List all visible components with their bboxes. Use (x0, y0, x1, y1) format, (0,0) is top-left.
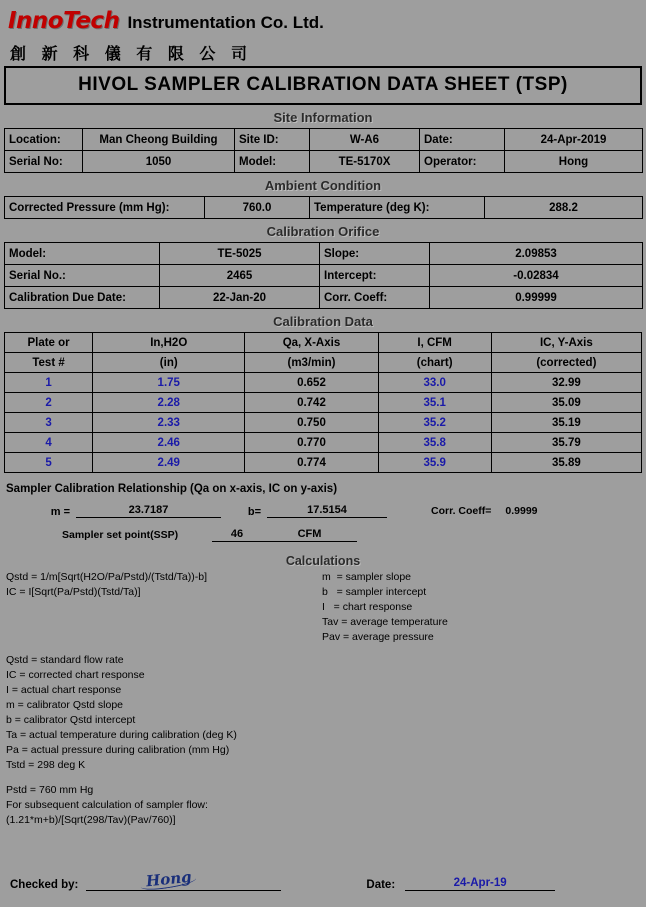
definition-pa: Pa = actual pressure during calibration (mm Hg) (6, 744, 230, 756)
table-row (5, 151, 643, 173)
site-id-label: Site ID: (235, 129, 310, 151)
orifice-intercept-value: -0.02834 (430, 265, 643, 287)
definition-ta: Ta = actual temperature during calibration (deg K) (6, 729, 237, 741)
table-row (5, 129, 643, 151)
table-row (5, 413, 642, 433)
model-label: Model: (235, 151, 310, 173)
corr-coeff-label: Corr. Coeff= (431, 505, 492, 517)
row-inh2o: 2.33 (93, 413, 245, 433)
ssp-value: 46 (212, 528, 262, 542)
signature-mark: Hong (145, 867, 193, 891)
b-label: b= (247, 506, 261, 518)
row-qa: 0.770 (245, 433, 378, 453)
row-ic: 35.19 (491, 413, 641, 433)
row-inh2o: 1.75 (93, 373, 245, 393)
date-label: Date: (420, 129, 505, 151)
corrected-pressure-value: 760.0 (205, 197, 310, 219)
row-i: 33.0 (378, 373, 491, 393)
row-ic: 35.89 (491, 453, 641, 473)
table-row (5, 393, 642, 413)
company-name-chinese: 創 新 科 儀 有 限 公 司 (10, 44, 252, 63)
definition-tstd: Tstd = 298 deg K (6, 759, 86, 771)
table-header-row-bottom (5, 353, 642, 373)
row-inh2o: 2.28 (93, 393, 245, 413)
row-i: 35.1 (378, 393, 491, 413)
row-qa: 0.750 (245, 413, 378, 433)
legend-tav: Tav = average temperature (322, 616, 448, 628)
header-unit-chart: (chart) (378, 353, 491, 373)
corrected-pressure-label: Corrected Pressure (mm Hg): (5, 197, 205, 219)
sheet-title: HIVOL SAMPLER CALIBRATION DATA SHEET (TSP) (78, 74, 568, 95)
orifice-serial-value: 2465 (160, 265, 320, 287)
temperature-value: 288.2 (485, 197, 643, 219)
location-value: Man Cheong Building (83, 129, 235, 151)
m-label: m = (50, 506, 70, 518)
section-heading-calibration-orifice: Calibration Orifice (266, 224, 380, 239)
row-plate: 1 (5, 373, 93, 393)
legend-b: b = sampler intercept (322, 586, 427, 598)
operator-value: Hong (505, 151, 643, 173)
b-value: 17.5154 (267, 504, 387, 518)
header-unit-corrected: (corrected) (491, 353, 641, 373)
definition-b: b = calibrator Qstd intercept (6, 714, 136, 726)
formula-ic: IC = I[Sqrt(Pa/Pstd)(Tstd/Ta)] (6, 586, 141, 598)
orifice-model-label: Model: (5, 243, 160, 265)
header-test-number: Test # (5, 353, 93, 373)
header-ic-y-axis: IC, Y-Axis (491, 333, 641, 353)
legend-i: I = chart response (322, 601, 413, 613)
row-i: 35.8 (378, 433, 491, 453)
calibration-orifice-table (4, 242, 643, 309)
orifice-due-date-label: Calibration Due Date: (5, 287, 160, 309)
footer-signature-block (0, 867, 646, 891)
relationship-row-setpoint (6, 528, 640, 542)
definition-qstd: Qstd = standard flow rate (6, 654, 124, 666)
m-value: 23.7187 (76, 504, 221, 518)
orifice-serial-label: Serial No.: (5, 265, 160, 287)
definition-subsequent-note: For subsequent calculation of sampler flow: (6, 799, 208, 811)
definitions-block (6, 653, 640, 828)
row-inh2o: 2.49 (93, 453, 245, 473)
relationship-title: Sampler Calibration Relationship (Qa on x-axis, IC on y-axis) (6, 483, 338, 495)
row-plate: 3 (5, 413, 93, 433)
legend-pav: Pav = average pressure (322, 631, 434, 643)
section-heading-ambient-condition: Ambient Condition (264, 178, 382, 193)
orifice-model-value: TE-5025 (160, 243, 320, 265)
header-unit-in: (in) (93, 353, 245, 373)
row-qa: 0.742 (245, 393, 378, 413)
ambient-condition-table (4, 196, 643, 219)
model-value: TE-5170X (310, 151, 420, 173)
footer-date-label: Date: (366, 879, 396, 891)
signature-row (6, 867, 640, 891)
definition-m: m = calibrator Qstd slope (6, 699, 124, 711)
row-i: 35.2 (378, 413, 491, 433)
definition-i: I = actual chart response (6, 684, 122, 696)
calibration-data-table (4, 332, 642, 473)
corr-coeff-value: 0.9999 (505, 505, 538, 517)
date-value: 24-Apr-2019 (505, 129, 643, 151)
innotech-logo: InnoTech (8, 8, 120, 34)
row-i: 35.9 (378, 453, 491, 473)
footer-date-value: 24-Apr-19 (405, 877, 555, 891)
orifice-corr-coeff-label: Corr. Coeff: (320, 287, 430, 309)
calculations-legend (306, 570, 640, 645)
row-ic: 32.99 (491, 373, 641, 393)
checked-by-label: Checked by: (10, 879, 79, 891)
table-row (5, 243, 643, 265)
definition-spacer (6, 773, 640, 783)
definition-subsequent-formula: (1.21*m+b)/[Sqrt(298/Tav)(Pav/760)] (6, 814, 176, 826)
row-ic: 35.79 (491, 433, 641, 453)
orifice-slope-label: Slope: (320, 243, 430, 265)
location-label: Location: (5, 129, 83, 151)
header-i-cfm: I, CFM (378, 333, 491, 353)
formula-qstd: Qstd = 1/m[Sqrt(H2O/Pa/Pstd)/(Tstd/Ta))-b] (6, 571, 208, 583)
serial-no-value: 1050 (83, 151, 235, 173)
row-ic: 35.09 (491, 393, 641, 413)
company-name: Instrumentation Co. Ltd. (127, 13, 324, 32)
orifice-slope-value: 2.09853 (430, 243, 643, 265)
row-inh2o: 2.46 (93, 433, 245, 453)
site-information-table (4, 128, 643, 173)
section-heading-calculations: Calculations (285, 554, 361, 568)
orifice-due-date-value: 22-Jan-20 (160, 287, 320, 309)
header-in-h2o: In,H2O (93, 333, 245, 353)
brand-header (0, 0, 646, 62)
row-qa: 0.652 (245, 373, 378, 393)
sampler-calibration-relationship (6, 483, 640, 542)
section-heading-site-information: Site Information (273, 110, 373, 125)
table-row (5, 265, 643, 287)
site-id-value: W-A6 (310, 129, 420, 151)
calculations-formulas (6, 570, 306, 645)
operator-label: Operator: (420, 151, 505, 173)
definition-ic: IC = corrected chart response (6, 669, 145, 681)
row-plate: 5 (5, 453, 93, 473)
table-row (5, 433, 642, 453)
table-row (5, 197, 643, 219)
table-row (5, 287, 643, 309)
table-row (5, 373, 642, 393)
row-qa: 0.774 (245, 453, 378, 473)
definition-pstd: Pstd = 760 mm Hg (6, 784, 94, 796)
brand-line (8, 8, 646, 34)
ssp-unit: CFM (262, 528, 357, 542)
header-plate-or: Plate or (5, 333, 93, 353)
orifice-corr-coeff-value: 0.99999 (430, 287, 643, 309)
row-plate: 2 (5, 393, 93, 413)
header-qa-x-axis: Qa, X-Axis (245, 333, 378, 353)
table-row (5, 453, 642, 473)
serial-no-label: Serial No: (5, 151, 83, 173)
table-header-row-top (5, 333, 642, 353)
temperature-label: Temperature (deg K): (310, 197, 485, 219)
row-plate: 4 (5, 433, 93, 453)
calculations-block (6, 570, 640, 645)
legend-m: m = sampler slope (322, 571, 411, 583)
ssp-label: Sampler set point(SSP) (62, 529, 179, 541)
orifice-intercept-label: Intercept: (320, 265, 430, 287)
sheet-title-box (4, 66, 642, 105)
header-unit-m3min: (m3/min) (245, 353, 378, 373)
section-heading-calibration-data: Calibration Data (273, 314, 373, 329)
signature-field[interactable] (86, 867, 281, 891)
relationship-row-coefficients (6, 504, 640, 518)
